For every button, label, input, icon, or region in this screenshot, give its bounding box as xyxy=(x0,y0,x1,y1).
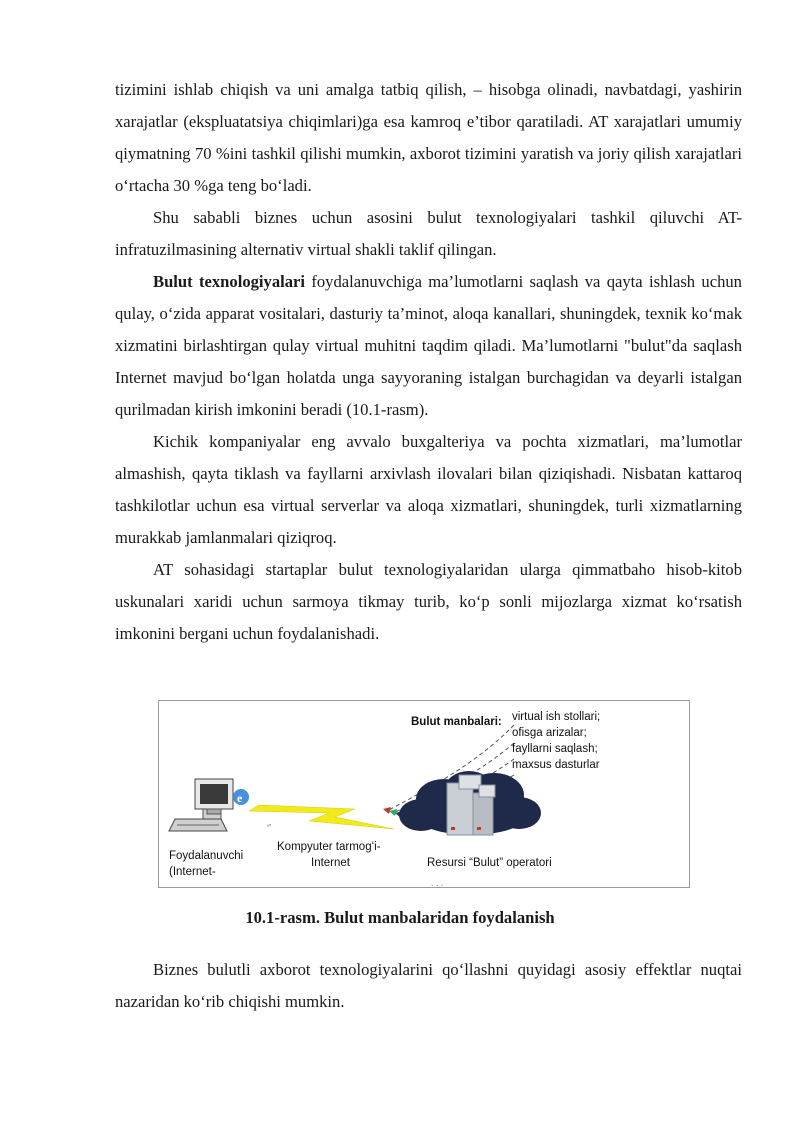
paragraph-5: AT sohasidagi startaplar bulut texnologiyalaridan ularga qimmatbaho hisob-kitob uskunalari xaridi uchun sarmoya tikmay turib, koʻp sonli mijozlarga xizmat koʻrsatish imkonini bergani uchun foydalanishadi. xyxy=(115,560,742,643)
paragraph-3-body: foydalanuvchiga ma’lumotlarni saqlash va qayta ishlash uchun qulay, oʻzida apparat vositalari, dasturiy ta’minot, aloqa kanallari, shuningdek, texnik koʻmak xizmatini birlashtirgan qulay virtual muhitni taqdim qiladi. Ma’lumotlarni "bulut"da saqlash Internet mavjud boʻlgan holatda unga sayyoraning istalgan burchagidan va deyarli istalgan qurilmadan kirish imkonini beradi (10.1-rasm). xyxy=(115,272,742,419)
operator-label: Resursi “Bulut” operatori xyxy=(427,857,552,869)
cloud-figure xyxy=(158,700,690,888)
network-label-line-2: Internet xyxy=(311,857,350,869)
body-text-bottom xyxy=(115,954,742,1018)
sources-title: Bulut manbalari: xyxy=(411,716,502,728)
user-label-line-2: (Internet- xyxy=(169,866,216,878)
source-item-2: ofisga arizalar; xyxy=(512,727,587,739)
source-item-4: maxsus dasturlar xyxy=(512,759,600,771)
paragraph-3-term: Bulut texnologiyalari xyxy=(153,272,306,291)
svg-text:e: e xyxy=(237,791,243,805)
user-label-line-1: Foydalanuvchi xyxy=(169,850,244,862)
paragraph-3 xyxy=(115,266,742,426)
network-label-line-1: Kompyuter tarmogʻi- xyxy=(277,841,381,853)
paragraph-6: Biznes bulutli axborot texnologiyalarini qoʻllashni quyidagi asosiy effektlar nuqtai nazaridan koʻrib chiqishi mumkin. xyxy=(115,960,742,1011)
computer-icon xyxy=(169,779,233,831)
paragraph-4: Kichik kompaniyalar eng avvalo buxgalteriya va pochta xizmatlari, ma’lumotlar almashish, qayta tiklash va fayllarni arxivlash ilovalari bilan qiziqishadi. Nisbatan kattaroq tashkilotlar uchun esa virtual serverlar va aloqa xizmatlari, shuningdek, turli xizmatlarning murakkab jamlanmalari qiziqroq. xyxy=(115,432,742,547)
source-item-3: fayllarni saqlash; xyxy=(512,743,598,755)
body-text-top xyxy=(115,74,742,650)
figure-caption: 10.1-rasm. Bulut manbalaridan foydalanish xyxy=(245,908,555,927)
paragraph-1: tizimini ishlab chiqish va uni amalga tatbiq qilish, – hisobga olinadi, navbatdagi, yashirin xarajatlar (ekspluatatsiya chiqimlari)ga esa kamroq e’tibor qaratiladi. AT xarajatlari umumiy qiymatning 70 %ini tashkil qilishi mumkin, axborot tizimini yaratish va joriy qilish xarajatlari oʻrtacha 30 %ga teng boʻladi. xyxy=(115,80,742,195)
internet-explorer-icon xyxy=(233,789,249,805)
paragraph-2: Shu sababli biznes uchun asosini bulut texnologiyalari tashkil qiluvchi AT-infratuzilmasining alternativ virtual shakli taklif qilingan. xyxy=(115,208,742,259)
caption-fragment-icon: ` ` ´ xyxy=(431,884,444,889)
source-item-1: virtual ish stollari; xyxy=(512,711,601,723)
wave-mark-icon: ʻʼ xyxy=(267,823,271,833)
